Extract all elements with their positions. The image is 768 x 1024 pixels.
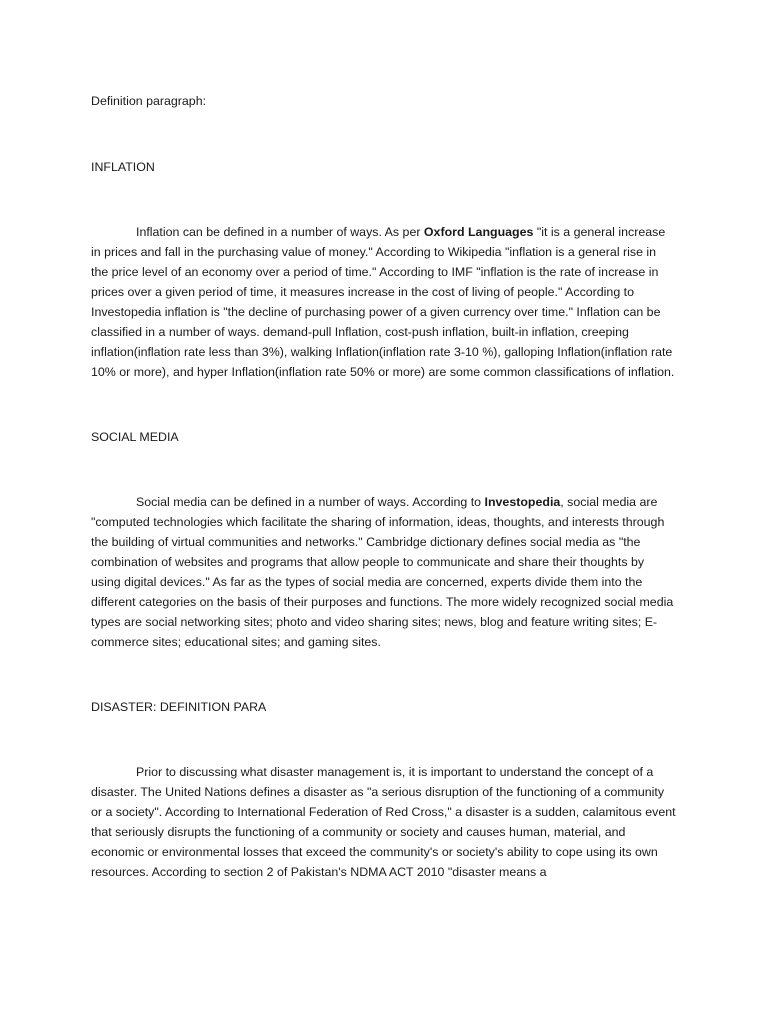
spacer [91, 382, 676, 427]
spacer [91, 177, 676, 222]
section-heading-social-media: SOCIAL MEDIA [91, 430, 179, 444]
document-body [91, 91, 676, 882]
paragraph-text: , social media are "computed technologies which facilitate the sharing of information, ideas, thoughts, and interests through the building of virtual communities and networks." Cambridge dictionary defines social media as "the combination of websites and programs that allow people to communicate and share their thoughts by using digital devices." As far as the types of social media are concerned, experts divide them into the different categories on the basis of their purposes and functions. The more widely recognized social media types are social networking sites; photo and video sharing sites; news, blog and feature writing sites; E-commerce sites; educational sites; and gaming sites. [91, 495, 674, 649]
bold-term: Investopedia [484, 495, 561, 509]
spacer [91, 717, 676, 762]
paragraph-disaster [91, 762, 676, 882]
paragraph-social-media [91, 492, 676, 652]
paragraph-text: Social media can be defined in a number of ways. According to [136, 495, 485, 509]
spacer [91, 111, 676, 157]
paragraph-text: "it is a general increase in prices and fall in the purchasing value of money." According to Wikipedia "inflation is a general rise in the price level of an economy over a period of time." According to IMF "inflation is the rate of increase in prices over a given period of time, it measures increase in the cost of living of people." According to Investopedia inflation is "the decline of purchasing power of a given currency over time." Inflation can be classified in a number of ways. demand-pull Inflation, cost-push inflation, built-in inflation, creeping inflation(inflation rate less than 3%), walking Inflation(inflation rate 3-10 %), galloping Inflation(inflation rate 10% or more), and hyper Inflation(inflation rate 50% or more) are some common classifications of inflation. [91, 225, 675, 379]
section-heading-disaster: DISASTER: DEFINITION PARA [91, 700, 267, 714]
definition-heading: Definition paragraph: [91, 94, 207, 108]
paragraph-text: Inflation can be defined in a number of ways. As per [136, 225, 424, 239]
spacer [91, 652, 676, 697]
paragraph-text: Prior to discussing what disaster management is, it is important to understand the concept of a disaster. The United Nations defines a disaster as "a serious disruption of the functioning of a community or a society". According to International Federation of Red Cross," a disaster is a sudden, calamitous event that seriously disrupts the functioning of a community or society and causes human, material, and economic or environmental losses that exceed the community's or society's ability to cope using its own resources. According to section 2 of Pakistan's NDMA ACT 2010 "disaster means a [91, 765, 676, 879]
spacer [91, 447, 676, 492]
bold-term: Oxford Languages [423, 225, 534, 239]
section-heading-inflation: INFLATION [91, 160, 155, 174]
paragraph-inflation [91, 222, 676, 382]
